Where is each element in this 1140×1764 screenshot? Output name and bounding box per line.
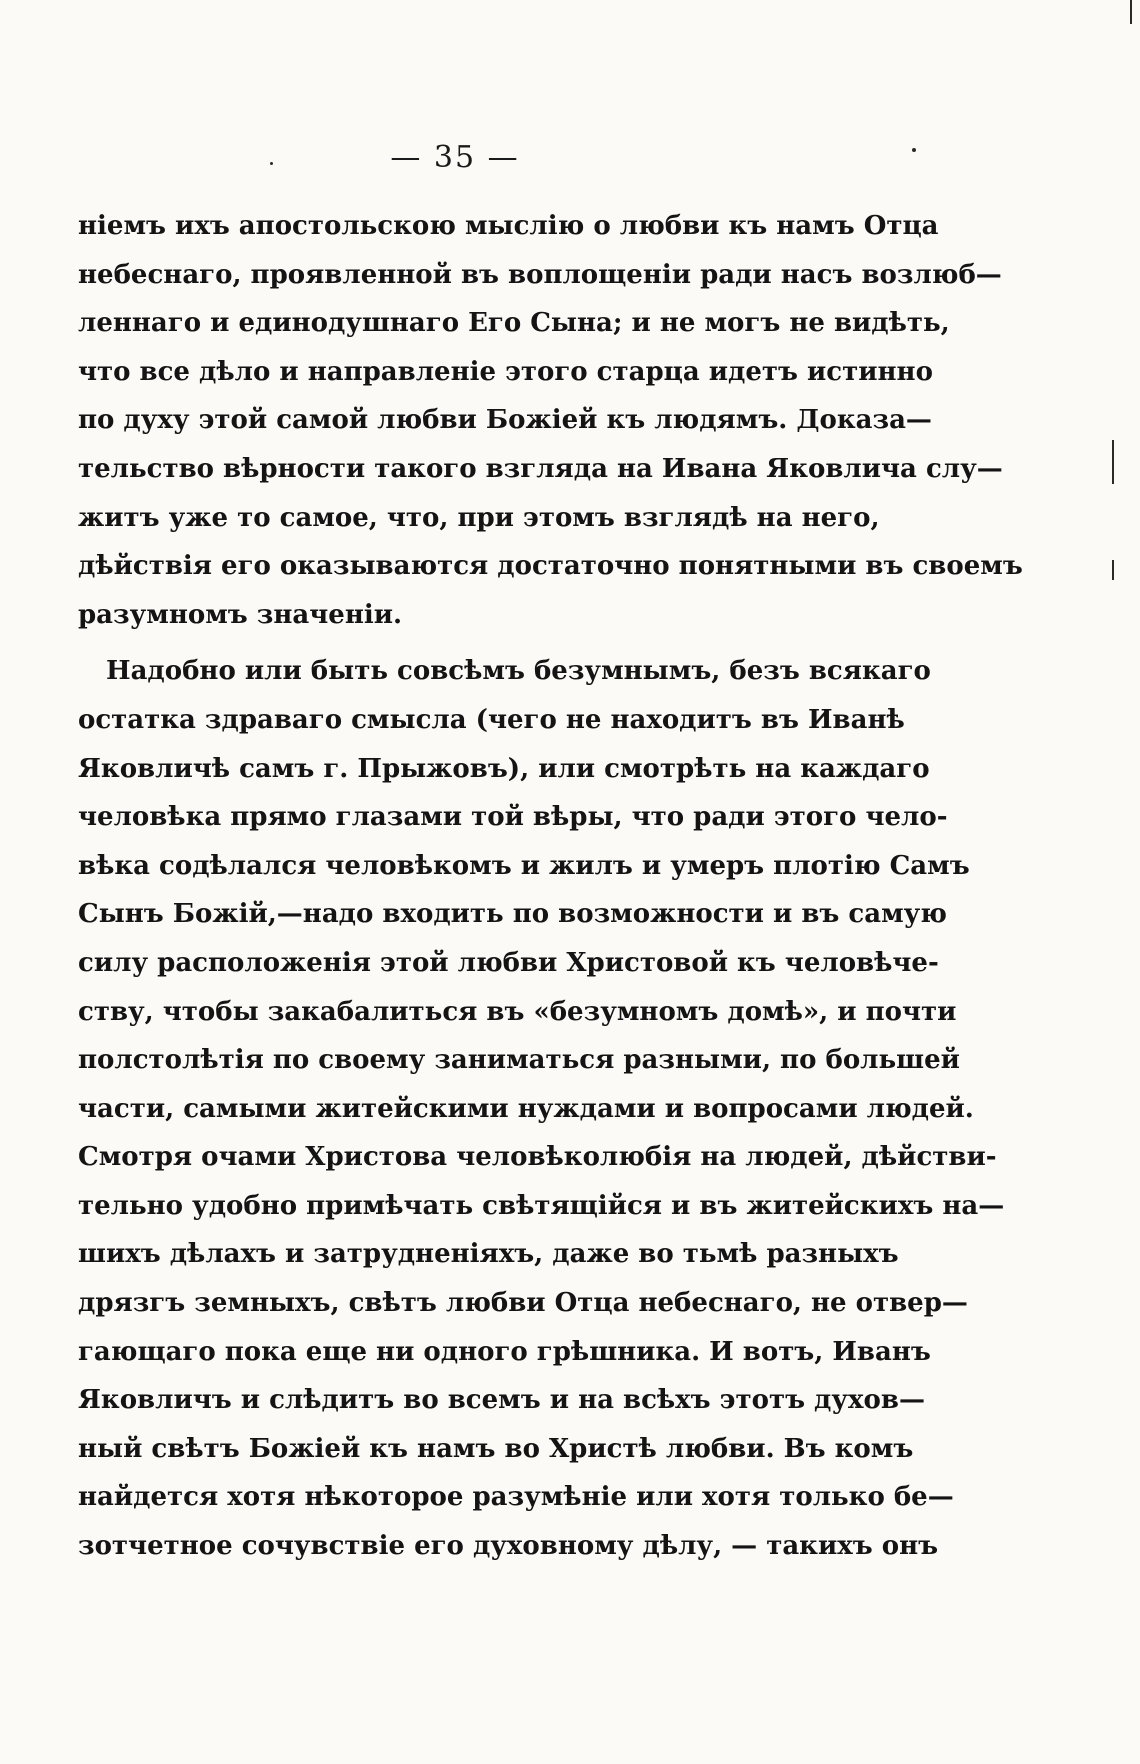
text-line: по духу этой самой любви Божіей къ людямъ. Доказа— bbox=[78, 405, 932, 436]
scan-artifact bbox=[270, 162, 273, 165]
text-line: человѣка прямо глазами той вѣры, что ради этого чело- bbox=[78, 802, 948, 833]
text-line: Яковличъ и слѣдитъ во всемъ и на всѣхъ этотъ духов— bbox=[78, 1385, 925, 1416]
text-line: части, самыми житейскими нуждами и вопросами людей. bbox=[78, 1093, 974, 1124]
text-line: тельство вѣрности такого взгляда на Ивана Яковлича слу— bbox=[78, 453, 1003, 484]
scan-artifact bbox=[1130, 0, 1132, 24]
text-line: остатка здраваго смысла (чего не находитъ въ Иванѣ bbox=[78, 704, 905, 735]
text-line: дѣйствія его оказываются достаточно понятными въ своемъ bbox=[78, 551, 1023, 582]
text-line: разумномъ значеніи. bbox=[78, 599, 403, 630]
text-line: гающаго пока еще ни одного грѣшника. И вотъ, Иванъ bbox=[78, 1336, 931, 1367]
text-line: что все дѣло и направленіе этого старца идетъ истинно bbox=[78, 356, 933, 387]
text-line: зотчетное сочувствіе его духовному дѣлу, — такихъ онъ bbox=[78, 1531, 939, 1562]
text-line: леннаго и единодушнаго Его Сына; и не могъ не видѣть, bbox=[78, 308, 950, 339]
text-line: вѣка содѣлался человѣкомъ и жилъ и умеръ плотію Самъ bbox=[78, 850, 970, 881]
text-line: силу расположенія этой любви Христовой къ человѣче- bbox=[78, 947, 939, 978]
text-line: найдется хотя нѣкоторое разумѣніе или хотя только бе— bbox=[78, 1482, 954, 1513]
text-line: Надобно или быть совсѣмъ безумнымъ, безъ всякаго bbox=[106, 656, 931, 687]
scan-artifact bbox=[1112, 560, 1114, 580]
scan-artifact bbox=[912, 148, 916, 152]
text-line: полстолѣтія по своему заниматься разными, по большей bbox=[78, 1045, 960, 1076]
text-line: ству, чтобы закабалиться въ «безумномъ домѣ», и почти bbox=[78, 996, 957, 1027]
paragraph-gap bbox=[78, 639, 838, 647]
text-line: тельно удобно примѣчать свѣтящійся и въ житейскихъ на— bbox=[78, 1190, 1005, 1221]
text-line: шихъ дѣлахъ и затрудненіяхъ, даже во тьмѣ разныхъ bbox=[78, 1239, 899, 1270]
text-line: дрязгъ земныхъ, свѣтъ любви Отца небеснаго, не отвер— bbox=[78, 1288, 968, 1319]
text-line: Яковличѣ самъ г. Прыжовъ), или смотрѣть на каждаго bbox=[78, 753, 930, 784]
paragraph-1 bbox=[78, 202, 1023, 639]
text-line: житъ уже то самое, что, при этомъ взглядѣ на него, bbox=[78, 502, 880, 533]
text-line: Смотря очами Христова человѣколюбія на людей, дѣйстви- bbox=[78, 1142, 997, 1173]
text-line: Сынъ Божій,—надо входить по возможности и въ самую bbox=[78, 899, 947, 930]
text-line: ніемъ ихъ апостольскою мыслію о любви къ намъ Отца bbox=[78, 211, 939, 241]
page-number: — 35 — bbox=[390, 140, 520, 175]
body-text bbox=[78, 202, 1023, 1571]
text-line: небеснаго, проявленной въ воплощеніи ради насъ возлюб— bbox=[78, 259, 1002, 290]
text-line: ный свѣтъ Божіей къ намъ во Христѣ любви. Въ комъ bbox=[78, 1433, 914, 1464]
scan-artifact bbox=[1112, 440, 1114, 484]
paragraph-2 bbox=[78, 647, 1005, 1570]
